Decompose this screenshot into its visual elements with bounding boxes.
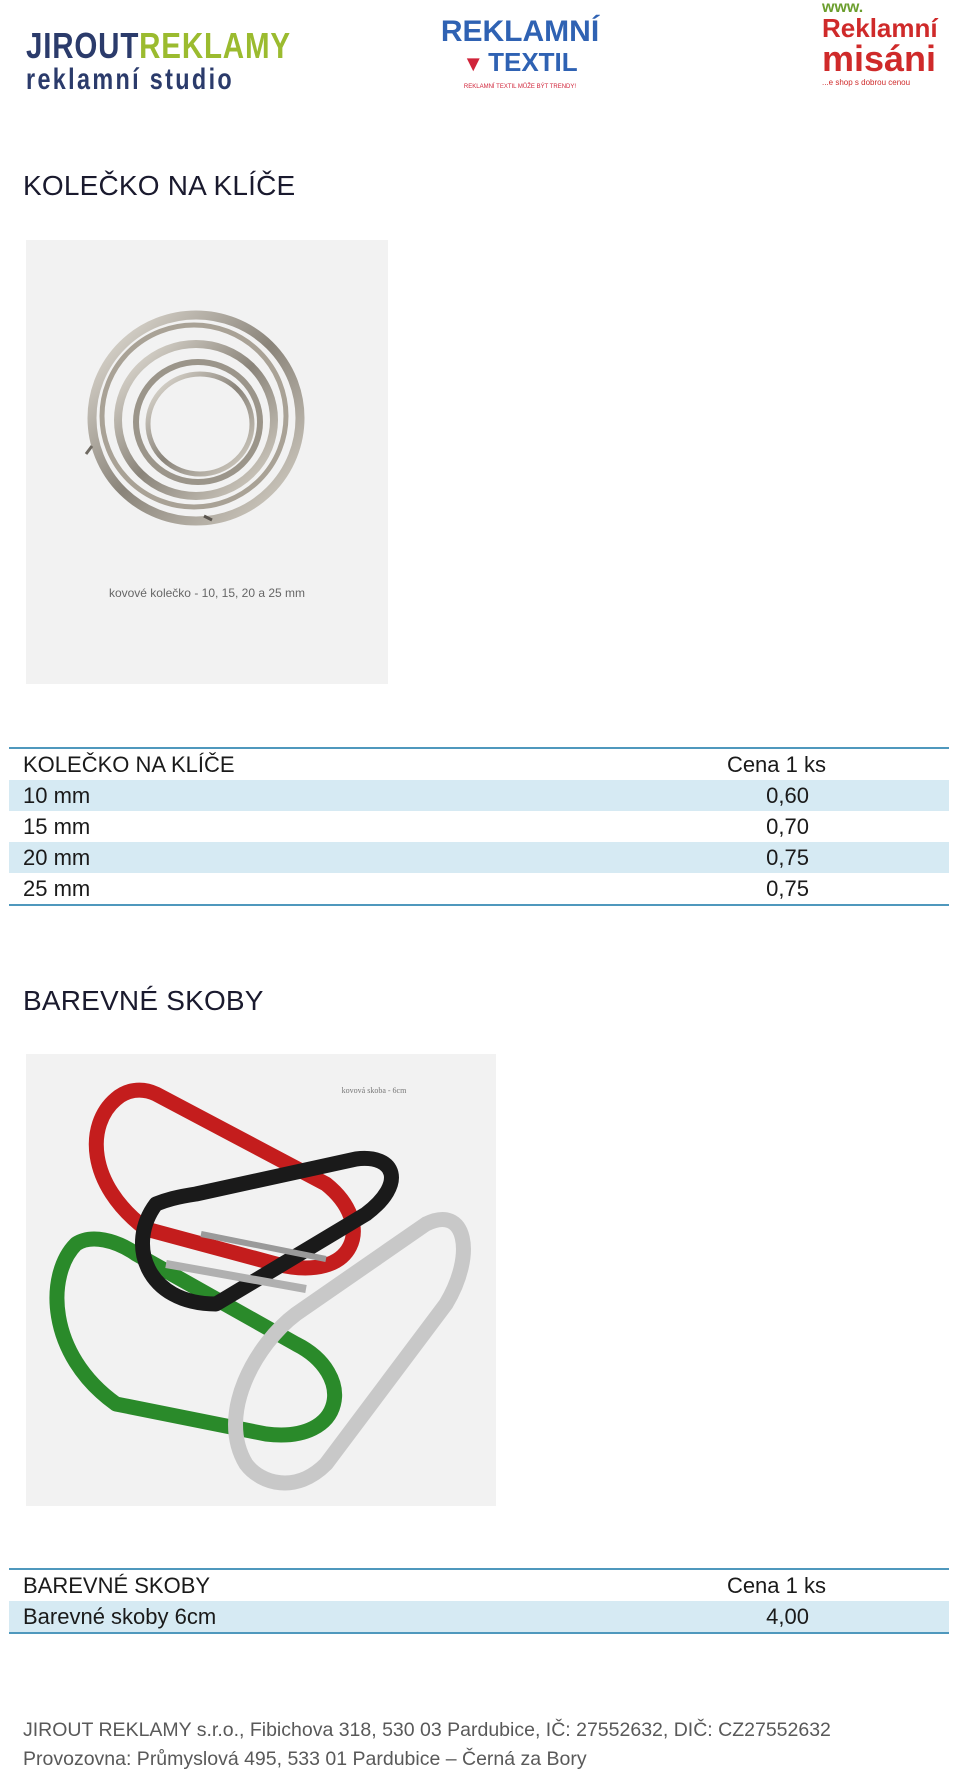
logo-jirout-subtitle: reklamní studio [26,63,235,96]
logo-jirout-reklamy[interactable] [26,25,349,96]
logo-misani-misani: misáni [822,38,937,79]
tshirt-icon: ▼ [462,51,485,76]
product-photo-key-rings [26,240,388,684]
section-title-kolecko: KOLEČKO NA KLÍČE [23,170,296,201]
row-size: 25 mm [23,876,91,901]
footer-company-line: JIROUT REKLAMY s.r.o., Fibichova 318, 530 03 Pardubice, IČ: 27552632, DIČ: CZ27552632 [23,1719,831,1741]
row-size: 15 mm [23,814,91,839]
photo-caption-key-rings: kovové kolečko - 10, 15, 20 a 25 mm [108,586,306,600]
row-size: 10 mm [23,783,91,808]
logo-textil-line1: REKLAMNÍ [440,15,600,48]
table-row [9,873,949,906]
logo-misani-reklamni: Reklamní [822,13,938,43]
price-table-skoby [9,1568,949,1634]
logo-misani-www: www. [822,0,864,16]
row-price: 0,70 [766,814,809,839]
carabiners-illustration [26,1054,496,1506]
row-product: Barevné skoby 6cm [23,1604,217,1629]
table-header-price: Cena 1 ks [726,1573,826,1598]
page-footer [23,1716,831,1774]
table-row [9,780,949,811]
table-row [9,1601,949,1634]
row-price: 0,75 [766,876,809,901]
footer-address-line: Provozovna: Průmyslová 495, 533 01 Pardubice – Černá za Bory [23,1748,587,1770]
row-size: 20 mm [23,845,91,870]
table-header-row [9,1568,949,1601]
logo-reklamni-textil[interactable] [430,16,610,92]
logo-textil-line2: ▼ TEXTIL [462,47,578,77]
logo-reklamni-misani[interactable] [822,0,960,88]
row-price: 0,60 [766,783,809,808]
table-header-name: BAREVNÉ SKOBY [23,1573,211,1598]
table-header-row [9,747,949,780]
row-price: 4,00 [766,1604,809,1629]
row-price: 0,75 [766,845,809,870]
logo-jirout-title: JIROUTREKLAMY [26,25,291,66]
table-row [9,842,949,873]
photo-caption-carabiners: kovová skoba - 6cm [341,1086,407,1095]
product-photo-carabiners [26,1054,496,1506]
table-row [9,811,949,842]
price-table-kolecko [9,747,949,906]
section-title-skoby: BAREVNÉ SKOBY [23,985,264,1016]
key-rings-illustration [26,240,388,684]
logo-misani-tagline: ...e shop s dobrou cenou [822,78,911,87]
table-header-name: KOLEČKO NA KLÍČE [23,752,235,777]
table-header-price: Cena 1 ks [726,752,826,777]
logo-textil-tagline: REKLAMNÍ TEXTIL MŮŽE BÝT TRENDY! [463,84,577,90]
